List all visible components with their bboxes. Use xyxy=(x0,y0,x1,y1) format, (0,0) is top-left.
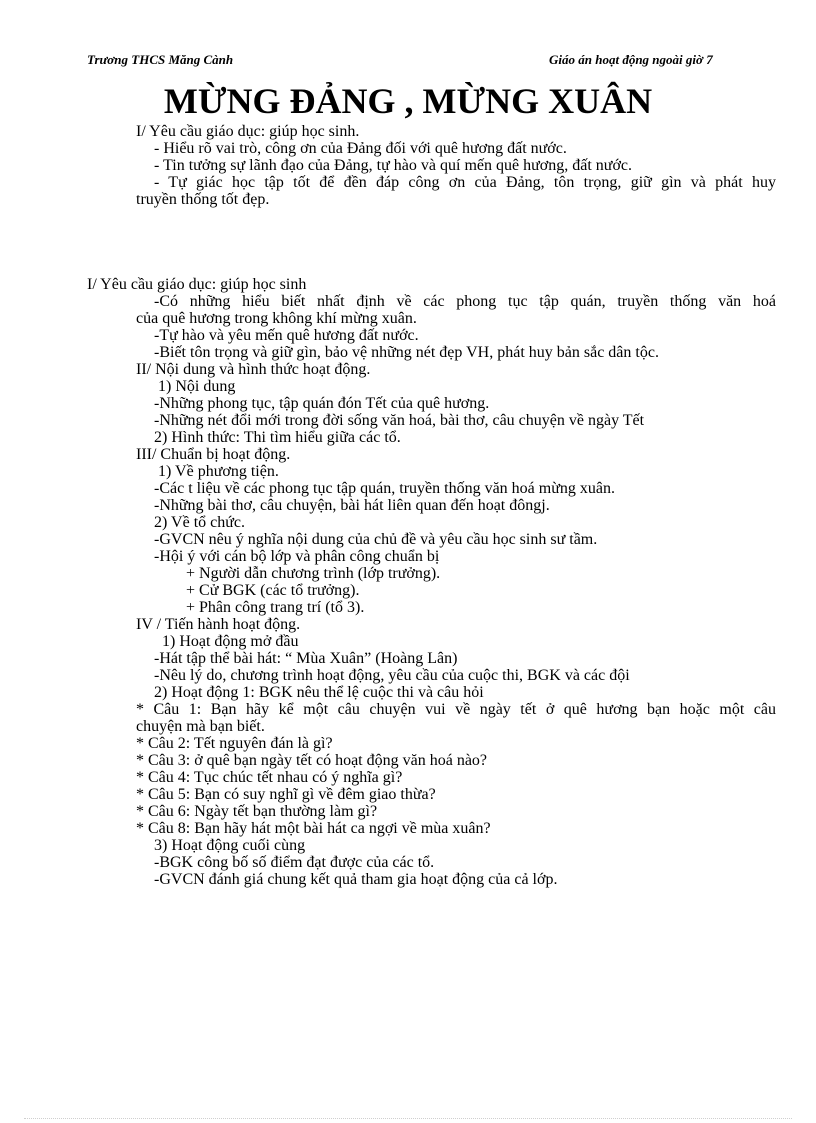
intro-heading: I/ Yêu cầu giáo dục: giúp học sinh. xyxy=(136,123,360,140)
body-line: -BGK công bố số điểm đạt được của các tổ. xyxy=(154,854,435,871)
list-item: + Phân công trang trí (tổ 3). xyxy=(186,599,365,616)
intro-line: - Hiểu rõ vai trò, công ơn của Đảng đối với quê hương đất nước. xyxy=(154,140,567,157)
body-line: -GVCN đánh giá chung kết quả tham gia hoạt động của cả lớp. xyxy=(154,871,558,888)
section-heading: I/ Yêu cầu giáo dục: giúp học sinh xyxy=(87,276,307,293)
subsection-heading: 1) Về phương tiện. xyxy=(158,463,279,480)
intro-line: truyền thống tốt đẹp. xyxy=(136,191,270,208)
body-line: -Nêu lý do, chương trình hoạt động, yêu cầu của cuộc thi, BGK và các đội xyxy=(154,667,630,684)
page-header-left: Trương THCS Măng Cành xyxy=(87,52,234,67)
subsection-heading: 3) Hoạt động cuối cùng xyxy=(154,837,306,854)
subsection-heading: 2) Hoạt động 1: BGK nêu thể lệ cuộc thi và câu hỏi xyxy=(154,684,484,701)
section-heading: IV / Tiến hành hoạt động. xyxy=(136,616,301,633)
question-item: * Câu 2: Tết nguyên đán là gì? xyxy=(136,735,333,752)
page-title: MỪNG ĐẢNG , MỪNG XUÂN xyxy=(163,81,653,121)
subsection-heading: 2) Về tổ chức. xyxy=(154,514,246,531)
question-item: * Câu 1: Bạn hãy kể một câu chuyện vui về ngày tết ở quê hương bạn hoặc một câu xyxy=(136,701,776,718)
list-item: + Cử BGK (các tổ trưởng). xyxy=(186,582,360,599)
section-heading: II/ Nội dung và hình thức hoạt động. xyxy=(136,361,371,378)
question-item: * Câu 8: Bạn hãy hát một bài hát ca ngợi về mùa xuân? xyxy=(136,820,491,837)
subsection-heading: 1) Hoạt động mở đầu xyxy=(162,633,299,650)
body-line: -Có những hiểu biết nhất định về các phong tục tập quán, truyền thống văn hoá xyxy=(154,293,776,310)
body-line: của quê hương trong không khí mừng xuân. xyxy=(136,310,417,327)
subsection-heading: 2) Hình thức: Thi tìm hiểu giữa các tổ. xyxy=(154,429,401,446)
body-line: -GVCN nêu ý nghĩa nội dung của chủ đề và yêu cầu học sinh sư tầm. xyxy=(154,531,598,548)
body-line: -Biết tôn trọng và giữ gìn, bảo vệ những nét đẹp VH, phát huy bản sắc dân tộc. xyxy=(154,344,659,361)
body-line: -Tự hào và yêu mến quê hương đất nước. xyxy=(154,327,419,344)
body-line: -Các t liệu về các phong tục tập quán, truyền thống văn hoá mừng xuân. xyxy=(154,480,615,497)
body-line: -Hát tập thể bài hát: “ Mùa Xuân” (Hoàng Lân) xyxy=(154,650,458,667)
body-line: -Những phong tục, tập quán đón Tết của quê hương. xyxy=(154,395,490,412)
intro-line: - Tự giác học tập tốt để đền đáp công ơn của Đảng, tôn trọng, giữ gìn và phát huy xyxy=(154,174,776,191)
question-item: chuyện mà bạn biết. xyxy=(136,718,265,735)
intro-line: - Tin tưởng sự lãnh đạo của Đảng, tự hào và quí mến quê hương, đất nước. xyxy=(154,157,633,174)
list-item: + Người dẫn chương trình (lớp trưởng). xyxy=(186,565,441,582)
question-item: * Câu 6: Ngày tết bạn thường làm gì? xyxy=(136,803,378,820)
page-header-right: Giáo án hoạt động ngoài giờ 7 xyxy=(549,52,713,67)
body-line: -Hội ý với cán bộ lớp và phân công chuẩn bị xyxy=(154,548,440,565)
body-line: -Những nét đổi mới trong đời sống văn hoá, bài thơ, câu chuyện về ngày Tết xyxy=(154,412,645,429)
body-line: -Những bài thơ, câu chuyện, bài hát liên quan đến hoạt đôngj. xyxy=(154,497,550,514)
page-bottom-border xyxy=(24,1118,792,1119)
section-heading: III/ Chuẩn bị hoạt động. xyxy=(136,446,291,463)
question-item: * Câu 3: ở quê bạn ngày tết có hoạt động văn hoá nào? xyxy=(136,752,488,769)
question-item: * Câu 4: Tục chúc tết nhau có ý nghĩa gì? xyxy=(136,769,403,786)
question-item: * Câu 5: Bạn có suy nghĩ gì về đêm giao thừa? xyxy=(136,786,436,803)
subsection-heading: 1) Nội dung xyxy=(158,378,236,395)
